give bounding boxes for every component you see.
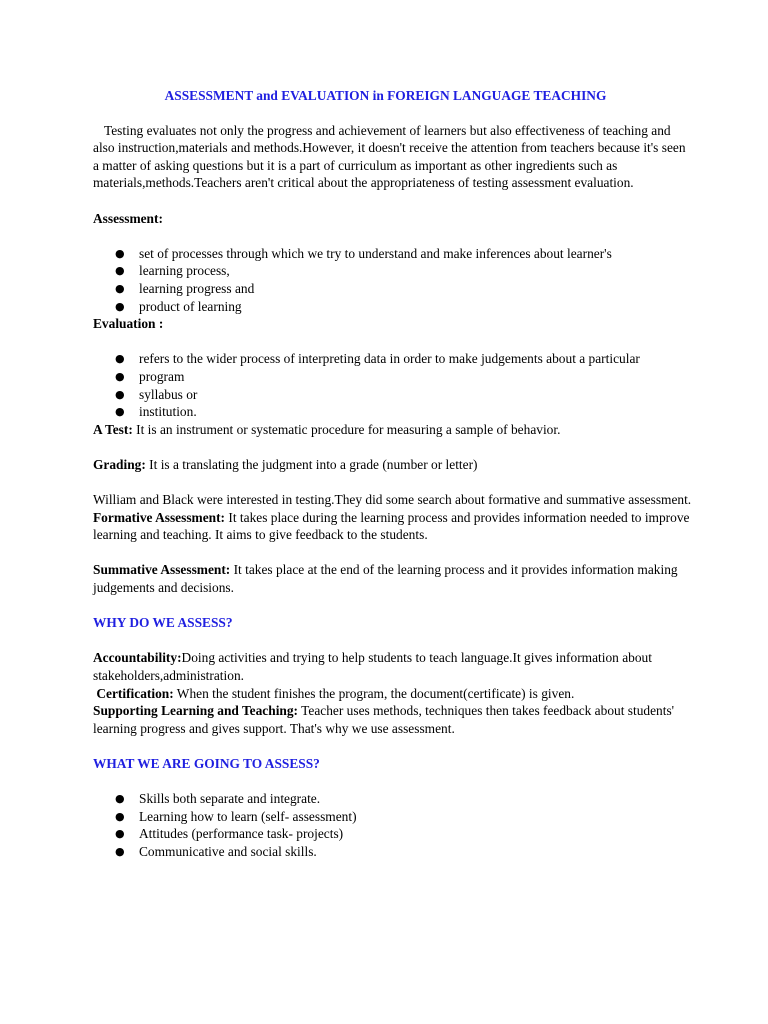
evaluation-heading: Evaluation : [93,316,164,332]
assessment-heading: Assessment: [93,210,163,226]
document-title: ASSESSMENT and EVALUATION in FOREIGN LANGUAGE TEACHING [164,88,607,103]
certification-definition [93,685,693,703]
list-item-text: learning process, [139,263,230,279]
test-term: A Test: [93,421,133,437]
list-item [93,843,693,861]
formative-term: Formative Assessment: [93,509,226,525]
intro-paragraph: Testing evaluates not only the progress and achievement of learners but also effectiveness of teaching and also instruction,materials and methods.However, it doesn't receive the attention from teachers because it's seen a matter of asking questions but it is a part of curriculum as important as other ingredients such as materials,methods.Teachers aren't critical about the appropriateness of testing assessment evaluation. [93,122,686,191]
test-text: It is an instrument or systematic procedure for measuring a sample of behavior. [132,421,561,437]
list-item [93,298,693,316]
accountability-term: Accountability: [93,650,182,666]
bullet-icon: ● [115,792,125,806]
list-item-text: refers to the wider process of interpreting data in order to make judgements about a particular [139,351,640,367]
bullet-icon: ● [115,352,125,366]
what-assess-heading: WHAT WE ARE GOING TO ASSESS? [93,755,320,771]
grading-text: It is a translating the judgment into a grade (number or letter) [145,456,478,472]
bullet-icon: ● [115,827,125,841]
bullet-icon: ● [115,387,125,401]
bullet-icon: ● [115,246,125,260]
list-item [93,368,693,386]
list-item-text: Communicative and social skills. [139,843,317,859]
list-item [93,403,693,421]
bullet-icon: ● [115,264,125,278]
bullet-icon: ● [115,809,125,823]
list-item [93,245,693,263]
list-item [93,280,693,298]
what-assess-list [93,790,693,860]
formative-text: It takes place during the learning process and provides information needed to improve learning and teaching. It aims to give feedback to the students. [93,509,690,543]
list-item-text: syllabus or [139,386,198,402]
accountability-definition [93,649,693,684]
supporting-text: Teacher uses methods, techniques then takes feedback about students' learning progress and gives support. That's why we use assessment. [93,703,675,736]
list-item [93,386,693,404]
grading-definition [93,456,693,474]
list-item-text: learning progress and [139,280,255,296]
summative-term: Summative Assessment: [93,562,231,578]
list-item-text: set of processes through which we try to understand and make inferences about learner's [139,245,612,261]
summative-text: It takes place at the end of the learning process and it provides information making judgements and decisions. [93,562,678,596]
summative-definition [93,561,693,596]
list-item [93,262,693,280]
list-item-text: product of learning [139,298,242,314]
bullet-icon: ● [115,299,125,313]
evaluation-list [93,350,693,420]
certification-term: Certification: [96,685,174,701]
supporting-term: Supporting Learning and Teaching: [93,703,299,719]
document-page [93,87,693,861]
bullet-icon: ● [115,844,125,858]
list-item [93,808,693,826]
list-item-text: Attitudes (performance task- projects) [139,826,344,842]
formative-definition [93,509,693,544]
grading-term: Grading: [93,456,146,472]
list-item [93,350,693,368]
list-item-text: institution. [139,404,197,420]
list-item-text: Learning how to learn (self- assessment) [139,808,357,824]
list-item-text: program [139,368,185,384]
bullet-icon: ● [115,281,125,295]
accountability-text: Doing activities and trying to help students to teach language.It gives information about stakeholders,administration. [93,650,652,683]
list-item [93,825,693,843]
supporting-definition [93,702,693,737]
certification-text: When the student finishes the program, the document(certificate) is given. [173,685,575,701]
bullet-icon: ● [115,369,125,383]
list-item-text: Skills both separate and integrate. [139,791,321,807]
test-definition [93,421,693,439]
william-black-paragraph: William and Black were interested in testing.They did some search about formative and summative assessment. [93,492,692,508]
assessment-list [93,245,693,315]
list-item [93,790,693,808]
why-assess-heading: WHY DO WE ASSESS? [93,615,233,631]
bullet-icon: ● [115,405,125,419]
